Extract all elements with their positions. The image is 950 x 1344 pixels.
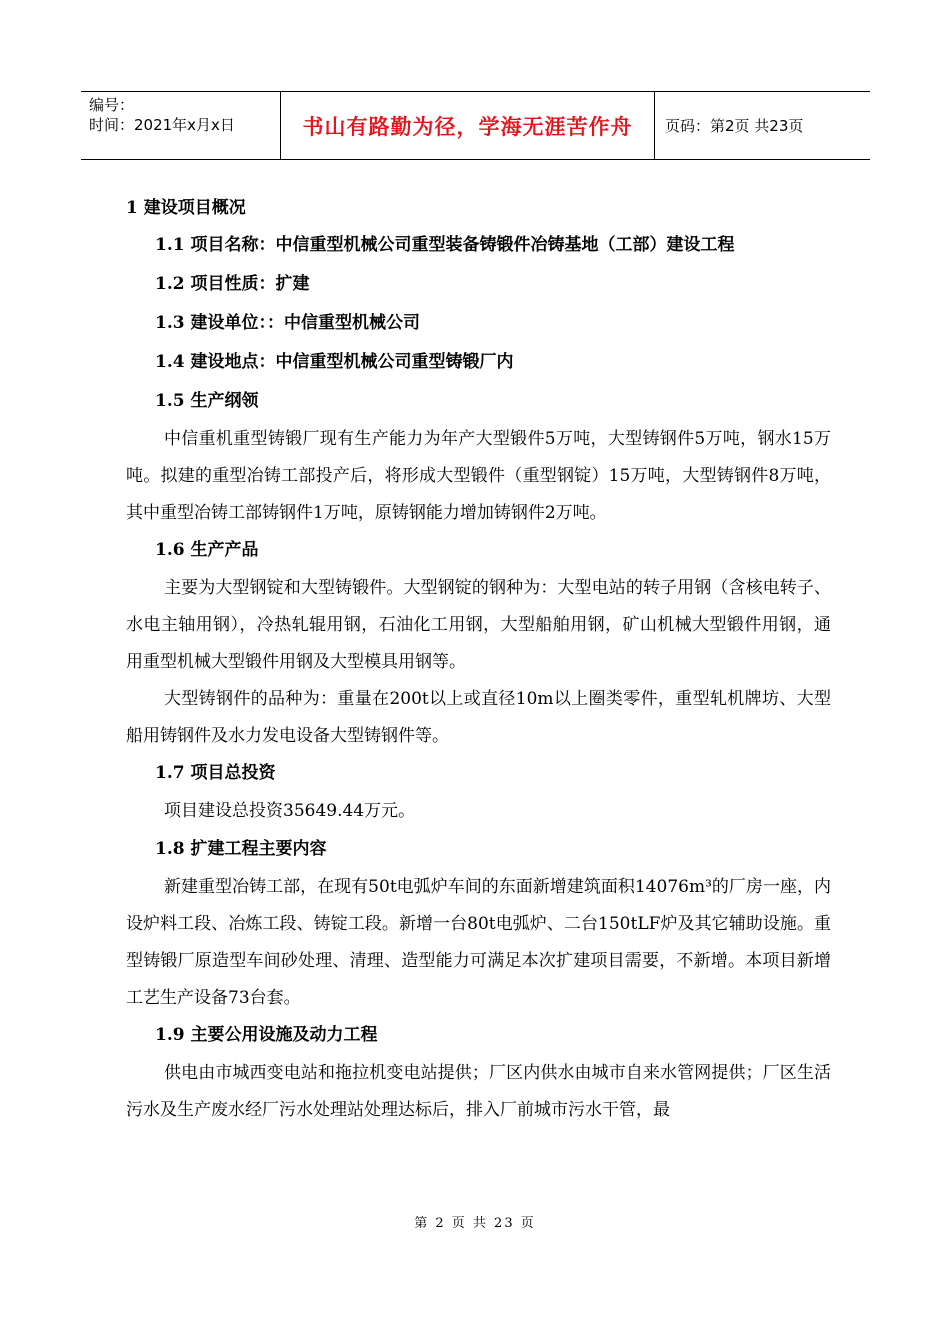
subsection-heading: 1.9 主要公用设施及动力工程 xyxy=(155,1025,378,1046)
paragraph: 项目建设总投资35649.44万元。 xyxy=(164,801,416,822)
document-body xyxy=(126,190,831,1129)
section-heading: 1 建设项目概况 xyxy=(126,198,246,218)
subsection-heading: 1.6 生产产品 xyxy=(155,540,259,561)
subsection-heading: 1.3 建设单位：：中信重型机械公司 xyxy=(155,313,420,333)
paragraph: 大型铸钢件的品种为：重量在200t以上或直径10m以上圈类零件，重型轧机牌坊、大型船用铸钢件及水力发电设备大型铸钢件等。 xyxy=(126,688,831,746)
time-label: 时间：2021年x月x日 xyxy=(89,116,235,134)
number-label: 编号： xyxy=(89,96,135,114)
subsection-heading: 1.7 项目总投资 xyxy=(155,763,276,784)
motto-text: 书山有路勤为径，学海无涯苦作舟 xyxy=(281,92,655,159)
header-table xyxy=(81,91,870,160)
header-left-cell xyxy=(81,92,281,159)
page-footer: 第 2 页 共 23 页 xyxy=(414,1216,536,1231)
subsection-heading: 1.2 项目性质：扩建 xyxy=(155,274,310,294)
subsection-heading: 1.5 生产纲领 xyxy=(155,391,259,411)
page-info: 页码：第2页 共23页 xyxy=(665,117,804,135)
paragraph: 新建重型冶铸工部，在现有50t电弧炉车间的东面新增建筑面积14076m³的厂房一座，内设炉料工段、冶炼工段、铸锭工段。新增一台80t电弧炉、二台150tLF炉及其它辅助设施。重型铸锻厂原造型车间砂处理、清理、造型能力可满足本次扩建项目需要，不新增。本项目新增工艺生产设备73台套。 xyxy=(126,877,831,1008)
subsection-heading: 1.1 项目名称：中信重型机械公司重型装备铸锻件冶铸基地（工部）建设工程 xyxy=(155,235,735,255)
paragraph: 中信重机重型铸锻厂现有生产能力为年产大型锻件5万吨，大型铸钢件5万吨，钢水15万吨。拟建的重型冶铸工部投产后，将形成大型锻件（重型钢锭）15万吨，大型铸钢件8万吨，其中重型冶铸工部铸钢件1万吨，原铸钢能力增加铸钢件2万吨。 xyxy=(126,429,831,523)
subsection-heading: 1.8 扩建工程主要内容 xyxy=(155,839,327,860)
paragraph: 主要为大型钢锭和大型铸锻件。大型钢锭的钢种为：大型电站的转子用钢（含核电转子、水电主轴用钢），冷热轧辊用钢，石油化工用钢，大型船舶用钢，矿山机械大型锻件用钢，通用重型机械大型锻件用钢及大型模具用钢等。 xyxy=(126,578,831,672)
paragraph: 供电由市城西变电站和拖拉机变电站提供；厂区内供水由城市自来水管网提供；厂区生活污水及生产废水经厂污水处理站处理达标后，排入厂前城市污水干管，最 xyxy=(126,1063,831,1121)
subsection-heading: 1.4 建设地点：中信重型机械公司重型铸锻厂内 xyxy=(155,352,514,372)
